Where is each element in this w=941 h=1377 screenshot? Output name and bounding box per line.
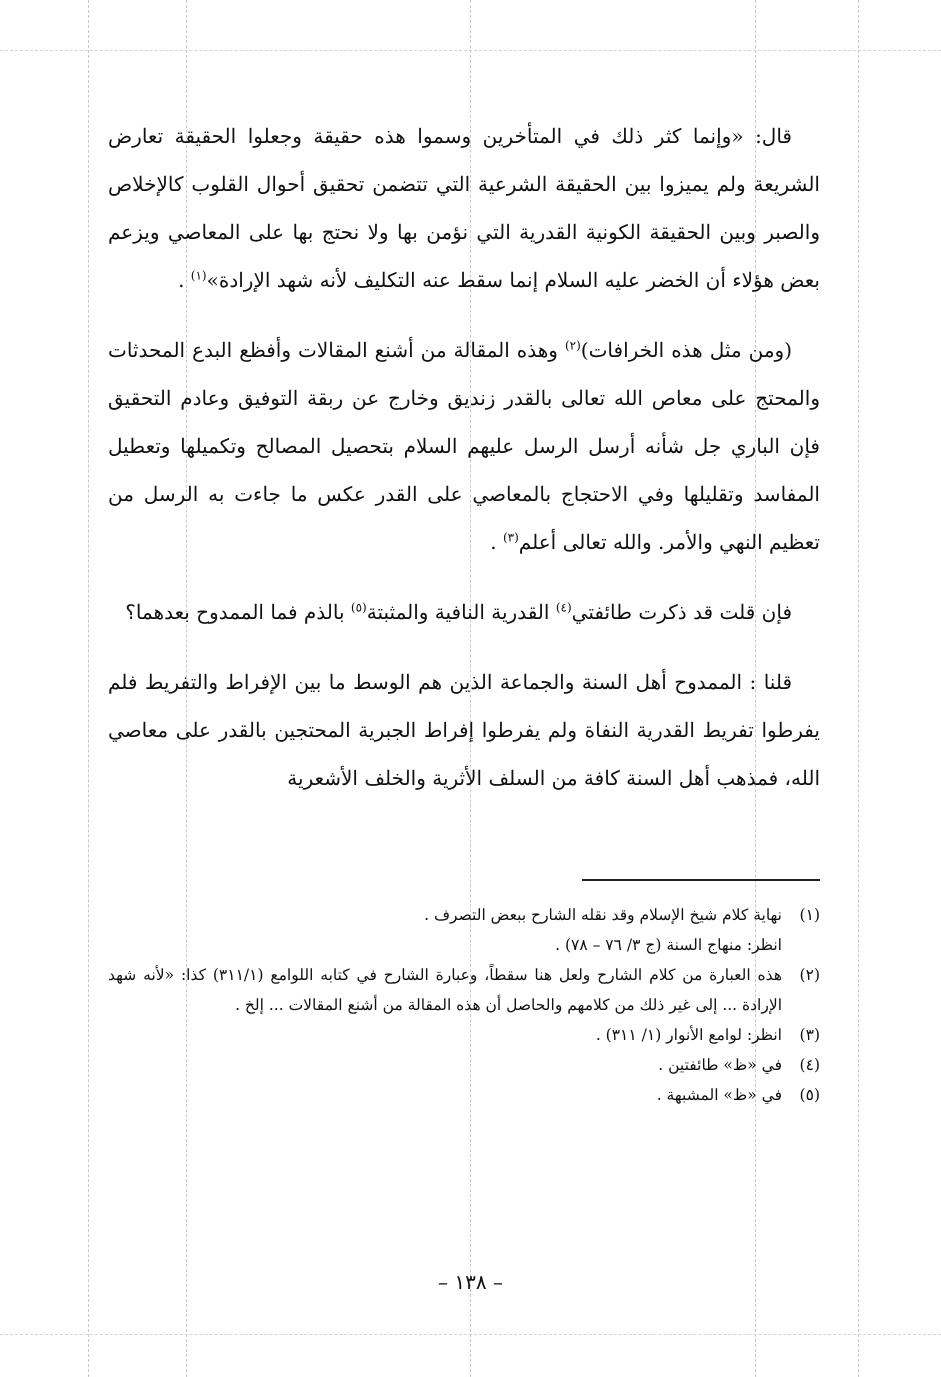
- paragraph-text: بالذم فما الممدوح بعدهما؟: [125, 600, 351, 624]
- paragraph-text: فإن قلت قد ذكرت طائفتي: [571, 600, 792, 624]
- paragraph-1: [108, 112, 820, 304]
- guide-line: [0, 50, 941, 51]
- footnote-number: (١): [799, 906, 820, 924]
- footnote-text: نهاية كلام شيخ الإسلام وقد نقله الشارح ببعض التصرف .: [424, 906, 782, 924]
- footnote-2: [108, 960, 820, 1020]
- footnote-ref[interactable]: (١): [190, 268, 207, 283]
- footnote-ref[interactable]: (٢): [564, 338, 581, 353]
- paragraph-text: قال: «وإنما كثر ذلك في المتأخرين وسموا هذه حقيقة وجعلوا الحقيقة تعارض الشريعة ولم يميزوا بين الحقيقة الشرعية التي تتضمن تحقيق أحوال القلوب كالإخلاص والصبر وبين الحقيقة الكونية القدرية التي نؤمن بها ولا نحتج بها على المعاصي ويزعم بعض هؤلاء أن الخضر عليه السلام إنما سقط عنه التكليف لأنه شهد الإرادة»: [108, 124, 820, 292]
- paragraph-text: (ومن مثل هذه الخرافات): [580, 338, 792, 362]
- footnote-4: [108, 1050, 820, 1080]
- paragraph-text: .: [178, 268, 191, 292]
- paragraph-text: وهذه المقالة من أشنع المقالات وأفظع البدع المحدثات والمحتج على معاص الله تعالى بالقدر زنديق وخارج عن ربقة التوفيق وعادم التحقيق فإن الباري جل شأنه أرسل الرسل عليهم السلام بتحصيل المصالح وتكميلها وتعطيل المفاسد وتقليلها وفي الاحتجاج بالمعاصي على القدر عكس ما جاءت به الرسل من تعظيم النهي والأمر. والله تعالى أعلم: [108, 338, 820, 554]
- footnote-3: [108, 1020, 820, 1050]
- footnote-text: انظر: منهاج السنة (ج ٣/ ٧٦ – ٧٨) .: [555, 936, 782, 954]
- paragraph-text: قلنا : الممدوح أهل السنة والجماعة الذين هم الوسط ما بين الإفراط والتفريط فلم يفرطوا تفريط القدرية النفاة ولم يفرطوا إفراط الجبرية المحتجين بالقدر على معاصي الله، فمذهب أهل السنة كافة من السلف الأثرية والخلف الأشعرية: [108, 670, 820, 790]
- footnote-ref[interactable]: (٥): [350, 600, 367, 615]
- page-number: – ١٣٨ –: [438, 1270, 503, 1294]
- footnote-ref[interactable]: (٤): [555, 600, 572, 615]
- footnote-ref[interactable]: (٣): [502, 530, 519, 545]
- footnote-5: [108, 1080, 820, 1110]
- guide-line: [858, 0, 859, 1377]
- paragraph-3: [108, 588, 820, 636]
- footnote-text: في «ظ» المشبهة .: [656, 1086, 782, 1104]
- footnotes: [108, 900, 820, 1110]
- footnote-number: (٣): [799, 1026, 820, 1044]
- footnote-text: في «ظ» طائفتين .: [658, 1056, 782, 1074]
- footnote-number: (٤): [799, 1056, 820, 1074]
- guide-line: [88, 0, 89, 1377]
- footnote-number: (٥): [799, 1086, 820, 1104]
- footnote-1: [108, 900, 820, 960]
- main-text: [108, 112, 820, 824]
- paragraph-text: القدرية النافية والمثبتة: [366, 600, 556, 624]
- footnote-separator: [582, 879, 820, 881]
- footnote-number: (٢): [799, 966, 820, 984]
- footnote-text: هذه العبارة من كلام الشارح ولعل هنا سقطاً، وعبارة الشارح في كتابه اللوامع (٣١١/١) كذا: «لأنه شهد الإرادة ... إلى غير ذلك من كلامهم والحاصل أن هذه المقالة من أشنع المقالات ... إلخ .: [108, 966, 782, 1014]
- paragraph-4: [108, 658, 820, 802]
- paragraph-2: [108, 326, 820, 566]
- paragraph-text: .: [490, 530, 503, 554]
- footnote-text: انظر: لوامع الأنوار (١/ ٣١١) .: [595, 1026, 782, 1044]
- guide-line: [0, 1334, 941, 1335]
